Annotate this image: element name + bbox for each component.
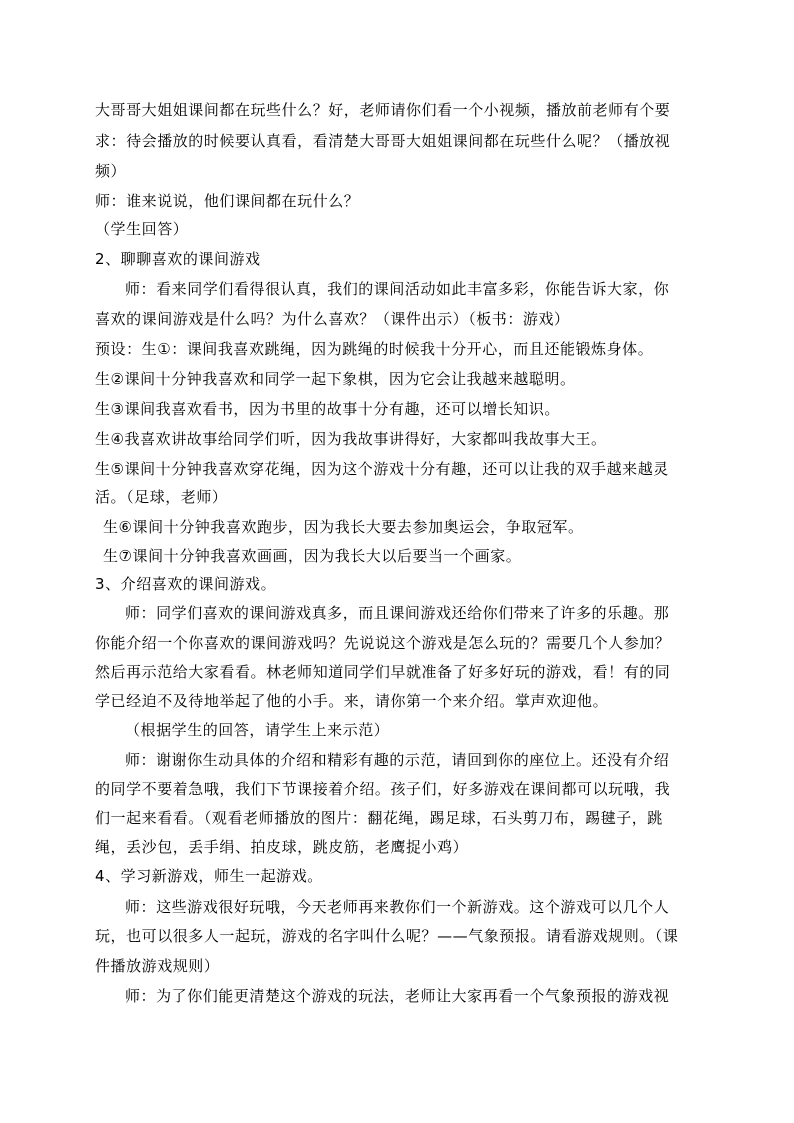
text-line: 喜欢的课间游戏是什么吗？为什么喜欢？（课件出示）（板书：游戏） [95,310,570,328]
text-line: 生⑦课间十分钟我喜欢画画，因为我长大以后要当一个画家。 [103,547,522,565]
text-line: 玩，也可以很多人一起玩，游戏的名字叫什么呢？——气象预报。请看游戏规则。（课 [95,927,679,945]
section-heading: 2、聊聊喜欢的课间游戏 [95,250,261,268]
text-line: 件播放游戏规则） [95,957,220,975]
text-line: 师：为了你们能更清楚这个游戏的玩法，老师让大家再看一个气象预报的游戏视 [125,987,670,1005]
text-line: （根据学生的回答，请学生上来示范） [125,721,390,739]
text-line: 绳，丢沙包，丢手绢、拍皮球，跳皮筋，老鹰捉小鸡） [95,838,469,856]
text-line: 师：这些游戏很好玩哦，今天老师再来教你们一个新游戏。这个游戏可以几个人 [125,898,670,916]
section-heading: 4、学习新游戏，师生一起游戏。 [95,867,323,885]
text-line: 学已经迫不及待地举起了他的小手。来，请你第一个来介绍。掌声欢迎他。 [95,692,609,710]
text-line: 师：谢谢你生动具体的介绍和精彩有趣的示范，请回到你的座位上。还没有介绍 [125,751,670,769]
text-line: 生⑤课间十分钟我喜欢穿花绳，因为这个游戏十分有趣，还可以让我的双手越来越灵 [95,460,669,478]
text-line: 你能介绍一个你喜欢的课间游戏吗？先说说这个游戏是怎么玩的？需要几个人参加？ [95,634,671,652]
text-line: 然后再示范给大家看看。林老师知道同学们早就准备了好多好玩的游戏，看！有的同 [95,663,671,681]
section-heading: 3、介绍喜欢的课间游戏。 [95,575,277,593]
text-line: 师：看来同学们看得很认真，我们的课间活动如此丰富多彩，你能告诉大家，你 [125,280,670,298]
text-line: 求：待会播放的时候要认真看，看清楚大哥哥大姐姐课间都在玩些什么呢？（播放视 [95,132,671,150]
text-line: 的同学不要着急哦，我们下节课接着介绍。孩子们，好多游戏在课间都可以玩哦，我 [95,780,671,798]
text-line: 师：同学们喜欢的课间游戏真多，而且课间游戏还给你们带来了许多的乐趣。那 [125,604,670,622]
text-line: 师：谁来说说，他们课间都在玩什么？ [95,192,360,210]
text-line: 大哥哥大姐姐课间都在玩些什么？好，老师请你们看一个小视频，播放前老师有个要 [95,101,671,119]
text-line: 生③课间我喜欢看书，因为书里的故事十分有趣，还可以增长知识。 [95,400,560,418]
text-line: 预设：生①：课间我喜欢跳绳，因为跳绳的时候我十分开心，而且还能锻炼身体。 [95,340,654,358]
text-line: 生⑥课间十分钟我喜欢跑步，因为我长大要去参加奥运会，争取冠军。 [103,518,584,536]
text-line: 们一起来看看。（观看老师播放的图片：翻花绳，踢足球，石头剪刀布，踢毽子，跳 [95,809,663,827]
text-line: 生④我喜欢讲故事给同学们听，因为我故事讲得好，大家都叫我故事大王。 [95,430,607,448]
text-line: 生②课间十分钟我喜欢和同学一起下象棋，因为它会让我越来越聪明。 [95,370,576,388]
text-line: 活。（足球，老师） [95,488,228,506]
text-line: （学生回答） [95,220,189,238]
text-line: 频） [95,162,127,180]
